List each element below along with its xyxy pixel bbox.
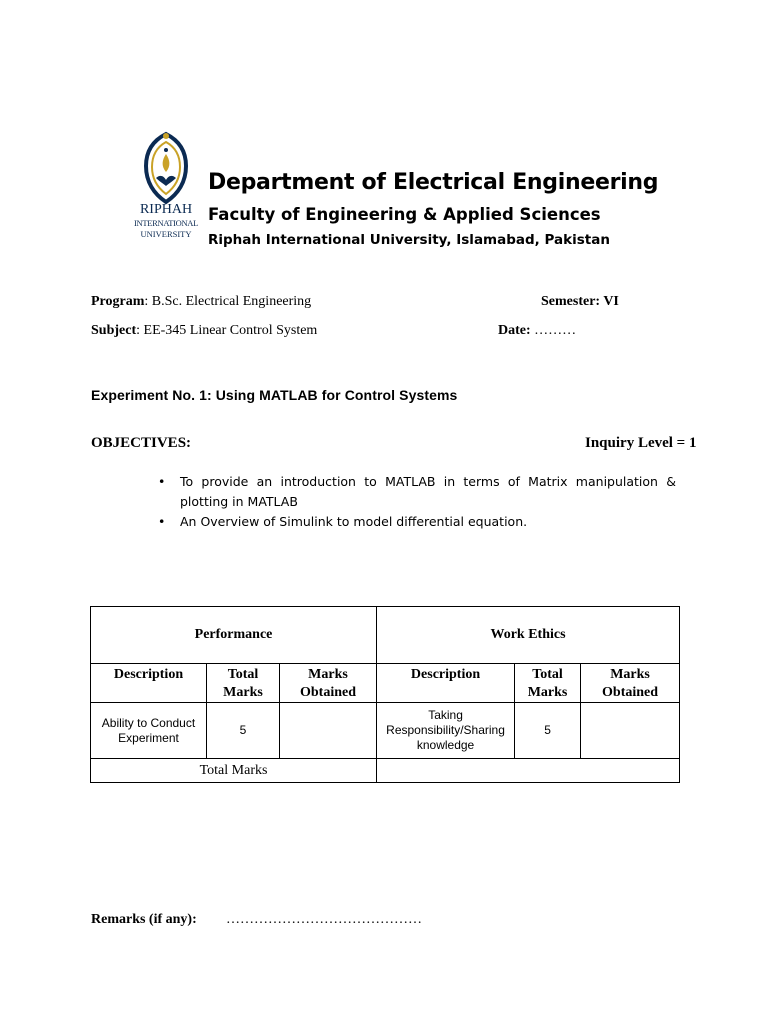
objectives-list (158, 472, 676, 532)
bullet-icon: • (158, 474, 166, 489)
col-marks-obtained: Marks Obtained (581, 664, 680, 703)
semester-line (541, 294, 619, 310)
university-title: Riphah International University, Islamabad, Pakistan (208, 232, 610, 248)
subject-label: Subject (91, 323, 137, 338)
inquiry-level: Inquiry Level = 1 (585, 435, 697, 451)
objectives-heading: OBJECTIVES: (91, 435, 192, 451)
experiment-title: Experiment No. 1: Using MATLAB for Control Systems (91, 387, 458, 403)
perf-description-cell: Ability to Conduct Experiment (91, 703, 207, 759)
objective-text: To provide an introduction to MATLAB in terms of Matrix manipulation & plotting in MATLAB (180, 474, 676, 509)
ethics-description-cell: Taking Responsibility/Sharing knowledge (377, 703, 515, 759)
total-marks-label: Total Marks (91, 759, 377, 783)
program-value: : B.Sc. Electrical Engineering (144, 294, 312, 309)
col-description: Description (91, 664, 207, 703)
department-title: Department of Electrical Engineering (208, 170, 659, 195)
list-item (158, 512, 676, 532)
list-item (158, 472, 676, 512)
semester-value: VI (600, 294, 619, 309)
table-header-row (91, 607, 680, 664)
logo-line-international: INTERNATIONAL (133, 218, 199, 228)
date-value: ……… (530, 323, 577, 338)
marks-table (90, 606, 680, 783)
total-marks-row (91, 759, 680, 783)
program-label: Program (91, 294, 145, 309)
col-total-marks: Total Marks (207, 664, 280, 703)
logo-line-university: UNIVERSITY (140, 229, 192, 239)
col-total-marks: Total Marks (515, 664, 581, 703)
ethics-obtained-cell[interactable] (581, 703, 680, 759)
faculty-title: Faculty of Engineering & Applied Sciences (208, 205, 601, 224)
perf-total-cell: 5 (207, 703, 280, 759)
work-ethics-heading: Work Ethics (377, 607, 680, 664)
date-line (498, 323, 576, 339)
total-marks-value[interactable] (377, 759, 680, 783)
semester-label: Semester: (541, 294, 601, 309)
remarks-label: Remarks (if any): (91, 912, 197, 927)
remarks-field[interactable]: …………………………………… (226, 912, 422, 927)
table-row (91, 703, 680, 759)
col-description: Description (377, 664, 515, 703)
ethics-total-cell: 5 (515, 703, 581, 759)
subject-line (91, 323, 317, 339)
date-label: Date: (498, 323, 531, 338)
objective-text: An Overview of Simulink to model differential equation. (180, 514, 528, 529)
logo-line-riphah: RIPHAH (139, 202, 193, 217)
subject-value: : EE-345 Linear Control System (136, 323, 318, 338)
performance-heading: Performance (91, 607, 377, 664)
col-marks-obtained: Marks Obtained (280, 664, 377, 703)
bullet-icon: • (158, 514, 166, 529)
table-column-row (91, 664, 680, 703)
university-logo (124, 130, 208, 242)
program-line (91, 294, 311, 310)
riphah-crest-icon (124, 130, 208, 208)
perf-obtained-cell[interactable] (280, 703, 377, 759)
